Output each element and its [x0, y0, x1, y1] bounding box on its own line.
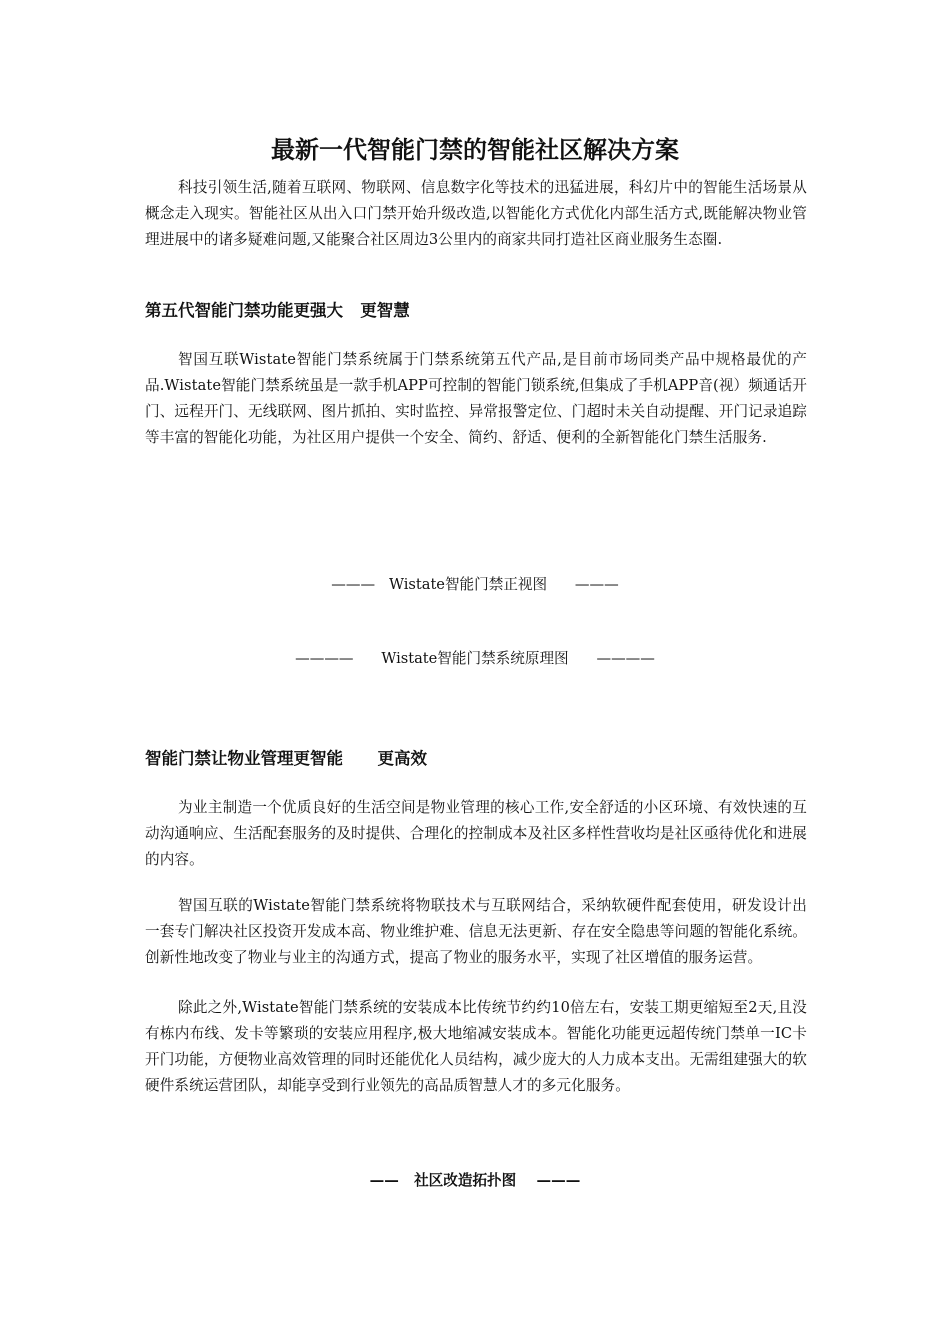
- section2-heading: 智能门禁让物业管理更智能 更高效: [145, 749, 427, 768]
- caption-topology: —— 社区改造拓扑图 ———: [369, 1172, 581, 1189]
- section2-paragraph-1: 为业主制造一个优质良好的生活空间是物业管理的核心工作,安全舒适的小区环境、有效快速的互动沟通响应、生活配套服务的及时提供、合理化的控制成本及社区多样性营收均是社区亟待优化和进展的内容。: [145, 799, 807, 868]
- document-title: 最新一代智能门禁的智能社区解决方案: [271, 136, 679, 164]
- section1-heading: 第五代智能门禁功能更强大 更智慧: [145, 301, 410, 320]
- caption-system-principle: ———— Wistate智能门禁系统原理图 ————: [295, 650, 655, 667]
- section1-paragraph: 智国互联Wistate智能门禁系统属于门禁系统第五代产品,是目前市场同类产品中规格最优的产品.Wistate智能门禁系统虽是一款手机APP可控制的智能门锁系统,但集成了手机APP音(视）频通话开门、远程开门、无线联网、图片抓拍、实时监控、异常报警定位、门超时未关自动提醒、开门记录追踪等丰富的智能化功能，为社区用户提供一个安全、简约、舒适、便利的全新智能化门禁生活服务.: [145, 351, 807, 446]
- section2-paragraph-2: 智国互联的Wistate智能门禁系统将物联技术与互联网结合，采纳软硬件配套使用，研发设计出一套专门解决社区投资开发成本高、物业维护难、信息无法更新、存在安全隐患等问题的智能化系统。创新性地改变了物业与业主的沟通方式，提高了物业的服务水平，实现了社区增值的服务运营。: [145, 897, 807, 966]
- caption-front-view: ——— Wistate智能门禁正视图 ———: [331, 576, 619, 593]
- section2-paragraph-3: 除此之外,Wistate智能门禁系统的安装成本比传统节约约10倍左右，安装工期更缩短至2天,且没有栋内布线、发卡等繁琐的安装应用程序,极大地缩减安装成本。智能化功能更远超传统门禁单一IC卡开门功能，方便物业高效管理的同时还能优化人员结构，减少庞大的人力成本支出。无需组建强大的软硬件系统运营团队，却能享受到行业领先的高品质智慧人才的多元化服务。: [145, 999, 807, 1094]
- intro-paragraph: 科技引领生活,随着互联网、物联网、信息数字化等技术的迅猛进展，科幻片中的智能生活场景从概念走入现实。智能社区从出入口门禁开始升级改造,以智能化方式优化内部生活方式,既能解决物业管理进展中的诸多疑难问题,又能聚合社区周边3公里内的商家共同打造社区商业服务生态圈.: [145, 179, 807, 248]
